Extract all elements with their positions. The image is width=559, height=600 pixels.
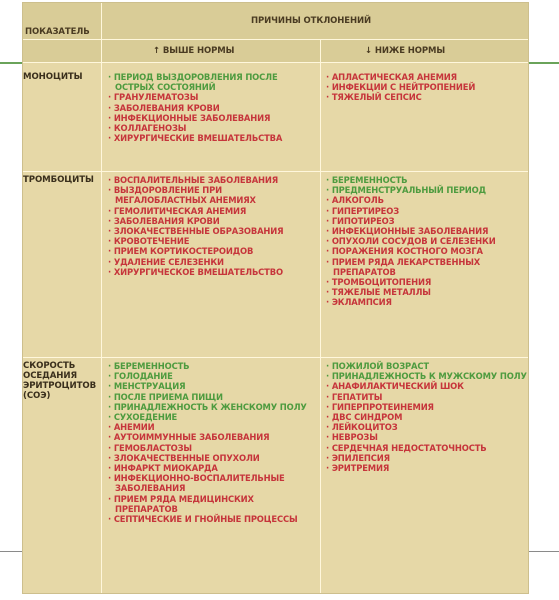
reason-item: · ХИРУРГИЧЕСКОЕ ВМЕШАТЕЛЬСТВО [108, 267, 283, 277]
reason-item-continuation: МЕГАЛОБЛАСТНЫХ АНЕМИЯХ [115, 195, 256, 206]
reason-item: · АПЛАСТИЧЕСКАЯ АНЕМИЯ [326, 72, 475, 82]
arrow-down-icon: ↓ [365, 46, 373, 56]
reason-item: · ХИРУРГИЧЕСКИЕ ВМЕШАТЕЛЬСТВА [108, 133, 282, 143]
reason-item: · КОЛЛАГЕНОЗЫ [108, 123, 282, 133]
reason-item: · МЕНСТРУАЦИЯ [108, 381, 307, 391]
reason-item: · ВОСПАЛИТЕЛЬНЫЕ ЗАБОЛЕВАНИЯ [108, 175, 283, 185]
header-above-label: ВЫШЕ НОРМЫ [162, 46, 235, 56]
reason-item: · ЛЕЙКОЦИТОЗ [326, 422, 527, 432]
monocytes-below-list [326, 72, 475, 103]
platelets-above-list [108, 175, 283, 277]
reason-item: · ТЯЖЕЛЫЙ СЕПСИС [326, 92, 475, 102]
reason-item: · ИНФЕКЦИОННЫЕ ЗАБОЛЕВАНИЯ [108, 113, 282, 123]
reason-item: · ТЯЖЕЛЫЕ МЕТАЛЛЫ [326, 287, 496, 297]
reason-item: · АЛКОГОЛЬ [326, 195, 496, 205]
deviation-table [22, 2, 529, 594]
reason-item-continuation: ПРЕПАРАТОВ [333, 266, 396, 277]
reason-item: · ОПУХОЛИ СОСУДОВ И СЕЛЕЗЕНКИ [326, 236, 496, 246]
reason-item: · ГЕМОБЛАСТОЗЫ [108, 443, 307, 453]
row-separator [23, 171, 528, 172]
parameter-monocytes: МОНОЦИТЫ [23, 72, 83, 82]
reason-item: · ПОРАЖЕНИЯ КОСТНОГО МОЗГА [326, 246, 496, 256]
subheader-row [23, 40, 528, 63]
reason-item: · ДВС СИНДРОМ [326, 412, 527, 422]
reason-item: · БЕРЕМЕННОСТЬ [108, 361, 307, 371]
header-parameter: ПОКАЗАТЕЛЬ [25, 27, 90, 37]
reason-item: · ЗАБОЛЕВАНИЯ КРОВИ [108, 103, 282, 113]
reason-item: · ПРИНАДЛЕЖНОСТЬ К ЖЕНСКОМУ ПОЛУ [108, 402, 307, 412]
reason-item: · СЕРДЕЧНАЯ НЕДОСТАТОЧНОСТЬ [326, 443, 527, 453]
reason-item: · ГОЛОДАНИЕ [108, 371, 307, 381]
reason-item: · ПОСЛЕ ПРИЕМА ПИЩИ [108, 392, 307, 402]
reason-item: · ПРИЕМ КОРТИКОСТЕРОИДОВ [108, 246, 283, 256]
reason-item: · ПОЖИЛОЙ ВОЗРАСТ [326, 361, 527, 371]
esr-above-list [108, 361, 307, 524]
reason-item: · ИНФАРКТ МИОКАРДА [108, 463, 307, 473]
reason-item: · ГИПЕРТИРЕОЗ [326, 206, 496, 216]
reason-item: · АУТОИММУННЫЕ ЗАБОЛЕВАНИЯ [108, 432, 307, 442]
platelets-below-list [326, 175, 496, 308]
reason-item: · ПРИЕМ РЯДА ЛЕКАРСТВЕННЫХ [326, 257, 496, 267]
reason-item: · ЗЛОКАЧЕСТВЕННЫЕ ОБРАЗОВАНИЯ [108, 226, 283, 236]
reason-item: · СУХОЕДЕНИЕ [108, 412, 307, 422]
parameter-esr-line-4: (СОЭ) [23, 391, 51, 401]
reason-item: · КРОВОТЕЧЕНИЕ [108, 236, 283, 246]
reason-item: · АНАФИЛАКТИЧЕСКИЙ ШОК [326, 381, 527, 391]
arrow-up-icon: ↑ [153, 46, 161, 56]
parameter-esr-line-3: ЭРИТРОЦИТОВ [23, 381, 97, 391]
header-reasons: ПРИЧИНЫ ОТКЛОНЕНИЙ [251, 16, 372, 26]
esr-below-list [326, 361, 527, 473]
reason-item-continuation: ЗАБОЛЕВАНИЯ [115, 483, 186, 494]
reason-item: · ПЕРИОД ВЫЗДОРОВЛЕНИЯ ПОСЛЕ [108, 72, 282, 82]
header-below-label: НИЖЕ НОРМЫ [374, 46, 446, 56]
reason-item: · ПРЕДМЕНСТРУАЛЬНЫЙ ПЕРИОД [326, 185, 496, 195]
reason-item: · ГЕПАТИТЫ [326, 392, 527, 402]
reason-item: · ГЕМОЛИТИЧЕСКАЯ АНЕМИЯ [108, 206, 283, 216]
reason-item: · НЕВРОЗЫ [326, 432, 527, 442]
reason-item: · ПРИЕМ РЯДА МЕДИЦИНСКИХ [108, 494, 307, 504]
header-below-norm [365, 46, 445, 56]
reason-item: · ИНФЕКЦИОННО-ВОСПАЛИТЕЛЬНЫЕ [108, 473, 307, 483]
monocytes-above-list [108, 72, 282, 143]
parameter-esr-line-2: ОСЕДАНИЯ [23, 371, 77, 381]
reason-item: · БЕРЕМЕННОСТЬ [326, 175, 496, 185]
parameter-platelets: ТРОМБОЦИТЫ [23, 175, 94, 185]
reason-item: · ЭРИТРЕМИЯ [326, 463, 527, 473]
column-divider-parameter [101, 3, 102, 593]
reason-item: · ТРОМБОЦИТОПЕНИЯ [326, 277, 496, 287]
reason-item: · ВЫЗДОРОВЛЕНИЕ ПРИ [108, 185, 283, 195]
reason-item: · ЗАБОЛЕВАНИЯ КРОВИ [108, 216, 283, 226]
parameter-esr-line-1: СКОРОСТЬ [23, 361, 76, 371]
reason-item-continuation: ПРЕПАРАТОВ [115, 503, 178, 514]
reason-item: · УДАЛЕНИЕ СЕЛЕЗЕНКИ [108, 257, 283, 267]
reason-item-continuation: ОСТРЫХ СОСТОЯНИЙ [115, 82, 216, 93]
reason-item: · ЭКЛАМПСИЯ [326, 297, 496, 307]
reason-item: · ГИПОТИРЕОЗ [326, 216, 496, 226]
column-divider-reasons [320, 40, 321, 593]
reason-item: · ЗЛОКАЧЕСТВЕННЫЕ ОПУХОЛИ [108, 453, 307, 463]
reason-item: · СЕПТИЧЕСКИЕ И ГНОЙНЫЕ ПРОЦЕССЫ [108, 514, 307, 524]
reason-item: · ПРИНАДЛЕЖНОСТЬ К МУЖСКОМУ ПОЛУ [326, 371, 527, 381]
reason-item: · ИНФЕКЦИИ С НЕЙТРОПЕНИЕЙ [326, 82, 475, 92]
reason-item: · ГРАНУЛЕМАТОЗЫ [108, 92, 282, 102]
reason-item: · ГИПЕРПРОТЕИНЕМИЯ [326, 402, 527, 412]
row-separator [23, 357, 528, 358]
reason-item: · АНЕМИИ [108, 422, 307, 432]
reason-item: · ИНФЕКЦИОННЫЕ ЗАБОЛЕВАНИЯ [326, 226, 496, 236]
header-above-norm [153, 46, 234, 56]
reason-item: · ЭПИЛЕПСИЯ [326, 453, 527, 463]
